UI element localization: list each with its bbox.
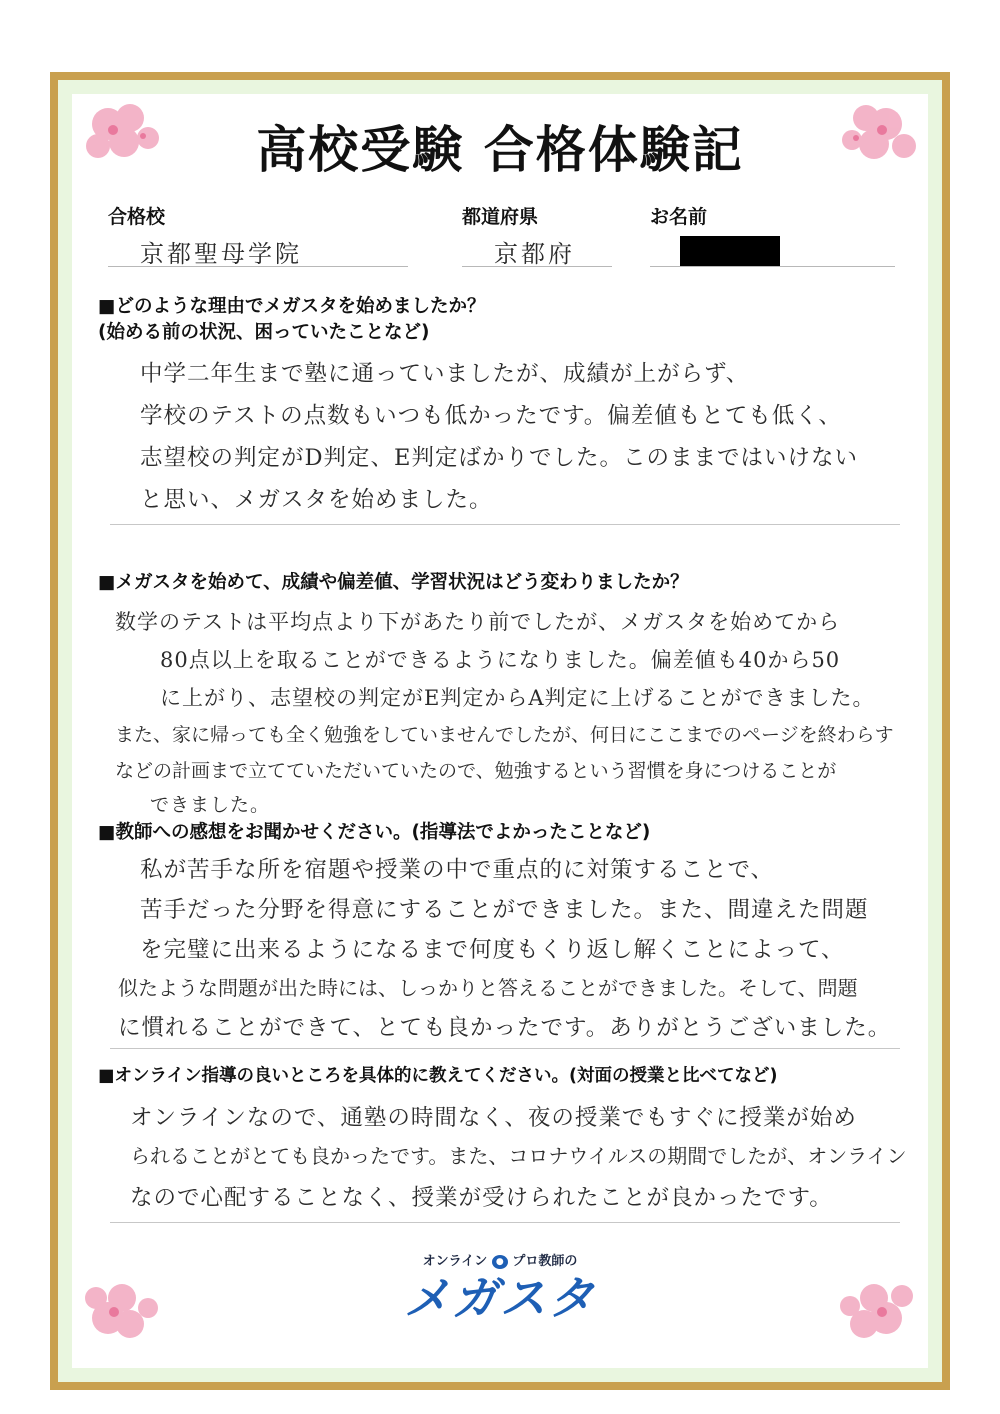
prefecture-underline [462,266,612,267]
question-3-title: ■教師への感想をお聞かせください。(指導法でよかったことなど) [98,822,651,843]
answer-1-line: 志望校の判定がD判定、E判定ばかりでした。このままではいけない [140,445,858,471]
prefecture-label: 都道府県 [462,206,539,228]
answer-3-line: 私が苦手な所を宿題や授業の中で重点的に対策することで、 [140,857,775,883]
megasta-logo: メガスタ [404,1271,596,1325]
answer-4-line: オンラインなので、通塾の時間なく、夜の授業でもすぐに授業が始め [130,1105,857,1131]
school-underline [108,266,408,267]
answer-1-line: 中学二年生まで塾に通っていましたが、成績が上がらず、 [140,361,750,387]
school-value: 京都聖母学院 [140,240,302,268]
redacted-name [680,236,780,266]
name-underline [650,266,895,267]
answer-4-line: なので心配することなく、授業が受けられたことが良かったです。 [130,1185,833,1211]
prefecture-value: 京都府 [494,240,575,268]
answer-2-line: 80点以上を取ることができるようになりました。偏差値も40から50 [160,648,841,672]
answer-4-line: られることがとても良かったです。また、コロナウイルスの期間でしたが、オンライン [130,1144,907,1168]
answer-3-line: 苦手だった分野を得意にすることができました。また、間違えた問題 [140,897,869,923]
school-label: 合格校 [108,206,166,228]
answer-1-line: と思い、メガスタを始めました。 [140,487,493,513]
question-2-title: ■メガスタを始めて、成績や偏差値、学習状況はどう変わりましたか？ [98,572,689,593]
ruled-line [110,1222,900,1223]
answer-2-line: また、家に帰っても全く勉強をしていませんでしたが、何日にここまでのページを終わらす [115,724,894,746]
logo-tagline-right: プロ教師の [512,1254,578,1269]
name-label: お名前 [650,206,708,228]
answer-3-line: を完璧に出来るようになるまで何度もくり返し解くことによって、 [140,937,845,963]
answer-3-line: 似たような問題が出た時には、しっかりと答えることができました。そして、問題 [118,976,858,1000]
ruled-line [110,524,900,525]
answer-2-line: などの計画まで立てていただいていたので、勉強するという習慣を身につけることが [115,760,837,782]
speech-bubble-icon: ● [492,1255,508,1269]
question-1-subtitle: (始める前の状況、困っていたことなど) [98,322,430,343]
answer-2-line: できました。 [150,794,271,816]
ruled-line [110,1048,900,1049]
answer-2-line: に上がり、志望校の判定がE判定からA判定に上げることができました。 [160,686,875,710]
logo-tagline-left: オンライン [422,1254,488,1269]
question-4-title: ■オンライン指導の良いところを具体的に教えてください。(対面の授業と比べてなど) [98,1066,778,1086]
page-title: 高校受験 合格体験記 [256,120,744,179]
question-1-title: ■どのような理由でメガスタを始めましたか？ [98,296,486,317]
answer-3-line: に慣れることができて、とても良かったです。ありがとうございました。 [118,1015,892,1041]
answer-2-line: 数学のテストは平均点より下があたり前でしたが、メガスタを始めてから [115,610,841,634]
answer-1-line: 学校のテストの点数もいつも低かったです。偏差値もとても低く、 [140,403,842,429]
